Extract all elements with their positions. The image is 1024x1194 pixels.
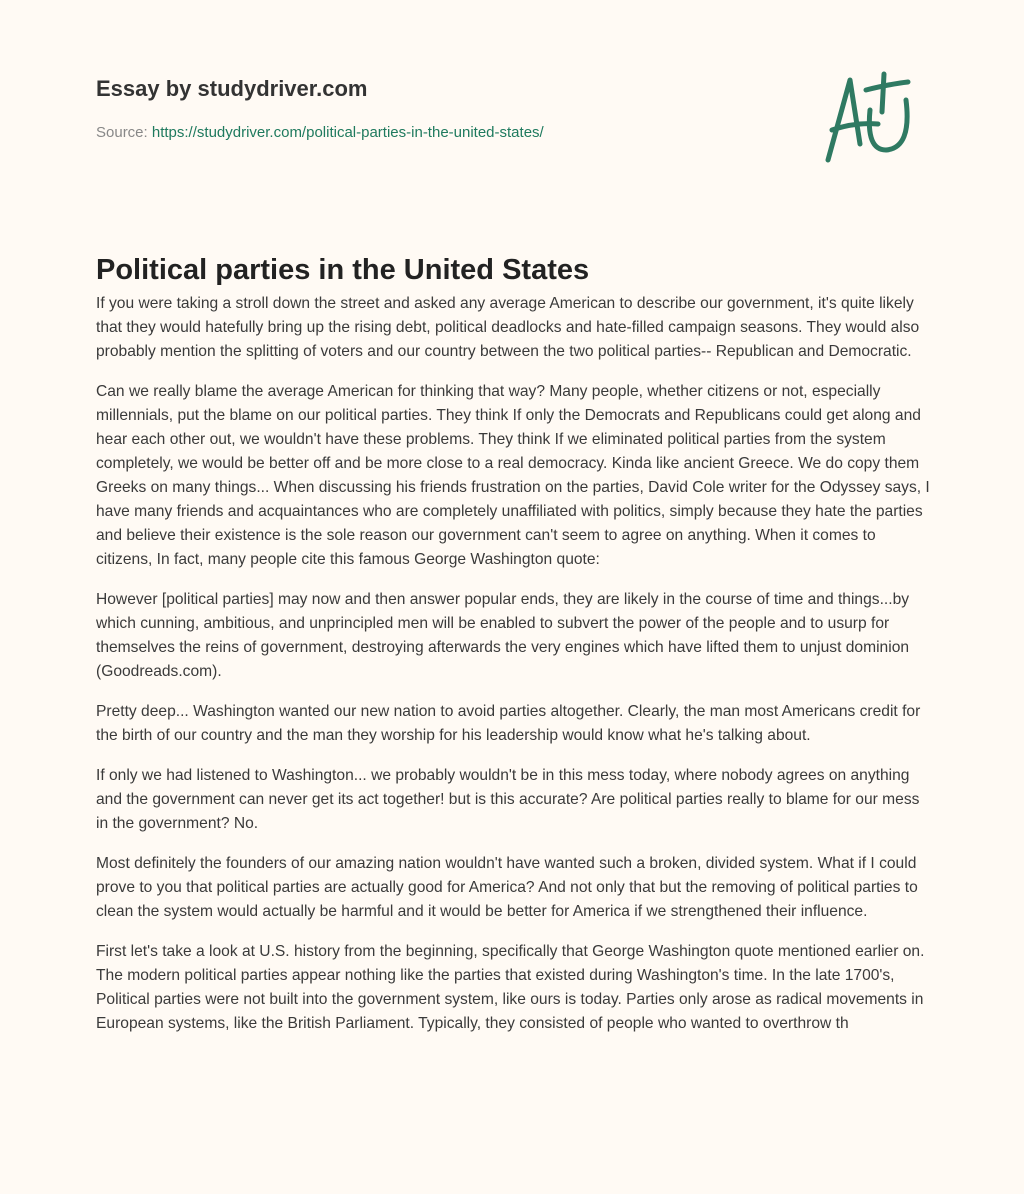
paragraph: If you were taking a stroll down the street and asked any average American to describe our government, it's quite likely that they would hatefully bring up the rising debt, political deadlocks and hate-filled campaign seasons. They would also probably mention the splitting of voters and our country between the two political parties-- Republican and Democratic. xyxy=(96,295,920,360)
source-line xyxy=(96,124,544,141)
paragraph: Can we really blame the average American for thinking that way? Many people, whether citizens or not, especially millennials, put the blame on our political parties. They think If only the Democrats and Republicans could get along and hear each other out, we wouldn't have these problems. They think If we eliminated political parties from the system completely, we would be better off and be more close to a real democracy. Kinda like ancient Greece. We do copy them Greeks on many things... When discussing his friends frustration on the parties, David Cole writer for the Odyssey says, I have many friends and acquaintances who are completely unaffiliated with politics, simply because they hate the parties and believe their existence is the sole reason our government can't seem to agree on anything. When it comes to citizens, In fact, many people cite this famous George Washington quote: xyxy=(96,383,930,568)
brand-heading: Essay by studydriver.com xyxy=(96,76,368,101)
source-label: Source: xyxy=(96,124,148,141)
page-title: Political parties in the United States xyxy=(96,254,590,286)
paragraph: However [political parties] may now and then answer popular ends, they are likely in the course of time and things...by which cunning, ambitious, and unprincipled men will be enabled to subvert the power of the people and to usurp for themselves the reins of government, destroying afterwards the very engines which have lifted them to unjust dominion (Goodreads.com). xyxy=(96,591,910,680)
essay-body xyxy=(96,292,932,1052)
paragraph: Pretty deep... Washington wanted our new nation to avoid parties altogether. Clearly, the man most Americans credit for the birth of our country and the man they worship for his leadership would know what he's talking about. xyxy=(96,703,921,744)
source-link[interactable]: https://studydriver.com/political-parties-in-the-united-states/ xyxy=(151,124,544,141)
paragraph: First let's take a look at U.S. history from the beginning, specifically that George Washington quote mentioned earlier on. The modern political parties appear nothing like the parties that existed during Washington's time. In the late 1700's, Political parties were not built into the government system, like ours is today. Parties only arose as radical movements in European systems, like the British Parliament. Typically, they consisted of people who wanted to overthrow th xyxy=(96,943,925,1032)
paragraph: Most definitely the founders of our amazing nation wouldn't have wanted such a broken, divided system. What if I could prove to you that political parties are actually good for America? And not only that but the removing of political parties to clean the system would actually be harmful and it would be better for America if we strengthened their influence. xyxy=(96,855,918,920)
a-plus-logo-icon xyxy=(820,68,930,168)
paragraph: If only we had listened to Washington... we probably wouldn't be in this mess today, where nobody agrees on anything and the government can never get its act together! but is this accurate? Are political parties really to blame for our mess in the government? No. xyxy=(96,767,920,832)
